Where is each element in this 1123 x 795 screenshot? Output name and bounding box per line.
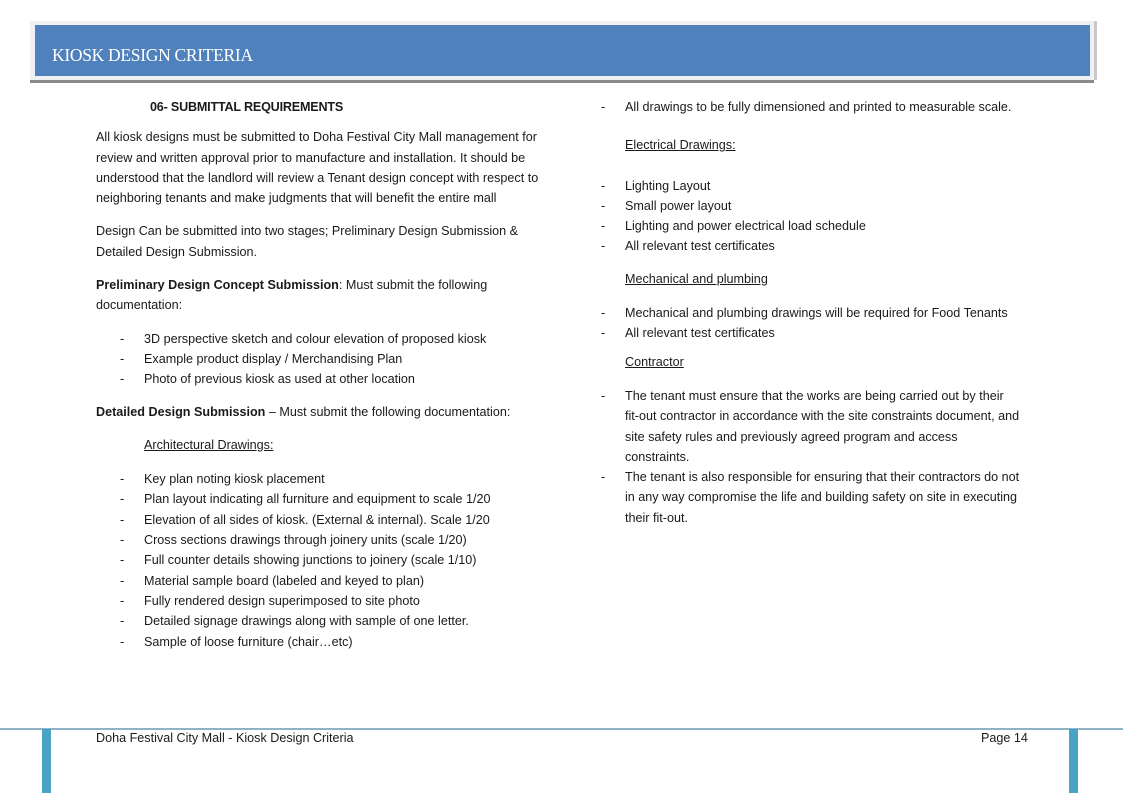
list-item: - Lighting Layout	[600, 176, 1020, 196]
detailed-label: Detailed Design Submission	[96, 404, 266, 419]
footer-left-bar	[42, 729, 51, 793]
list-item: - Key plan noting kiosk placement	[96, 469, 546, 489]
footer-doc-title: Doha Festival City Mall - Kiosk Design Criteria	[96, 731, 354, 745]
mech-list	[600, 303, 1020, 344]
list-item: - Sample of loose furniture (chair…etc)	[96, 632, 546, 652]
intro-paragraph: All kiosk designs must be submitted to Doha Festival City Mall management for review and written approval prior to manufacture and installation. It should be understood that the landlord will review a Tenant design concept with respect to neighboring tenants and make judgments that will benefit the entire mall	[96, 130, 539, 206]
detailed-text: – Must submit the following documentation:	[265, 404, 511, 419]
list-item: - The tenant must ensure that the works are being carried out by their fit-out contractor in accordance with the site constraints document, and site safety rules and previously agreed program and access constraints.	[600, 386, 1020, 467]
list-item: - Detailed signage drawings along with sample of one letter.	[96, 611, 546, 631]
stages-paragraph: Design Can be submitted into two stages; Preliminary Design Submission & Detailed Design Submission.	[96, 224, 519, 259]
section-title: 06- SUBMITTAL REQUIREMENTS	[150, 100, 344, 114]
elec-heading: Electrical Drawings:	[625, 138, 736, 153]
mech-heading: Mechanical and plumbing	[625, 271, 768, 286]
list-item: - 3D perspective sketch and colour elevation of proposed kiosk	[96, 329, 546, 349]
list-item: - Lighting and power electrical load schedule	[600, 216, 1020, 236]
prelim-text: : Must submit the following documentation:	[96, 278, 488, 313]
footer-right-bar	[1069, 729, 1078, 793]
list-item: - Cross sections drawings through joinery units (scale 1/20)	[96, 530, 546, 550]
arch-list	[96, 469, 546, 652]
list-item: - All drawings to be fully dimensioned and printed to measurable scale.	[600, 97, 1020, 117]
arch-heading: Architectural Drawings:	[144, 437, 274, 452]
list-item: - Small power layout	[600, 196, 1020, 216]
elec-list	[600, 176, 1020, 257]
list-item: - All relevant test certificates	[600, 236, 1020, 256]
list-item: - Mechanical and plumbing drawings will be required for Food Tenants	[600, 303, 1020, 323]
list-item: - All relevant test certificates	[600, 323, 1020, 343]
list-item: - Example product display / Merchandising Plan	[96, 349, 546, 369]
prelim-list	[96, 329, 546, 390]
page-title: KIOSK DESIGN CRITERIA	[52, 45, 253, 65]
list-item: - Fully rendered design superimposed to site photo	[96, 591, 546, 611]
contractor-list	[600, 386, 1020, 528]
prelim-label: Preliminary Design Concept Submission	[96, 278, 339, 293]
top-list	[600, 97, 1020, 117]
list-item: - Elevation of all sides of kiosk. (External & internal). Scale 1/20	[96, 510, 546, 530]
list-item: - Full counter details showing junctions to joinery (scale 1/10)	[96, 550, 546, 570]
detailed-paragraph	[96, 402, 546, 422]
right-column	[600, 97, 1020, 540]
list-item: - Material sample board (labeled and keyed to plan)	[96, 571, 546, 591]
prelim-paragraph	[96, 275, 546, 316]
header-banner	[30, 21, 1094, 80]
list-item: - Plan layout indicating all furniture and equipment to scale 1/20	[96, 489, 546, 509]
left-column	[96, 97, 546, 664]
footer-divider	[0, 728, 1123, 730]
page-number: Page 14	[981, 731, 1028, 745]
list-item: - The tenant is also responsible for ensuring that their contractors do not in any way compromise the life and building safety on site in executing their fit-out.	[600, 467, 1020, 528]
header-fill	[35, 25, 1090, 76]
list-item: - Photo of previous kiosk as used at other location	[96, 369, 546, 389]
contractor-heading: Contractor	[625, 354, 684, 369]
